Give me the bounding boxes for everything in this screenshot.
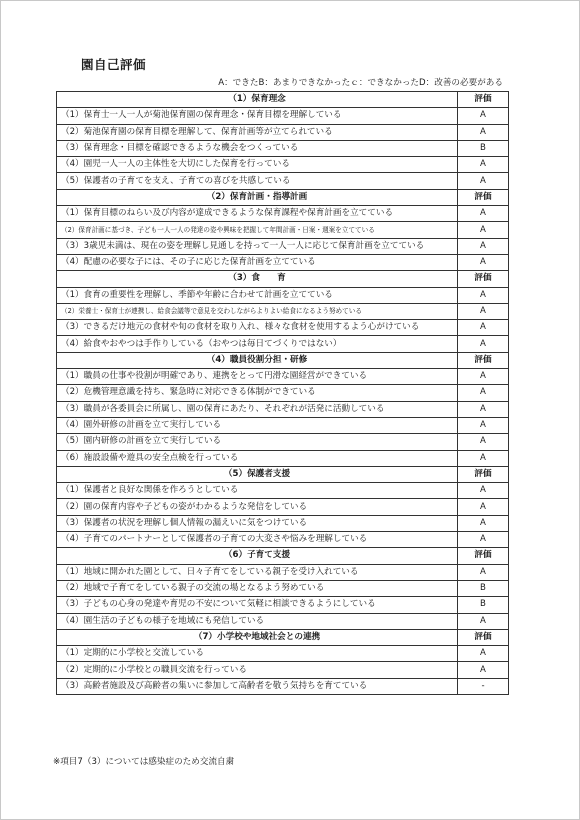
section-header-row xyxy=(57,189,509,205)
criterion-text: （2）定期的に小学校との職員交流を行っている xyxy=(57,662,458,678)
table-row xyxy=(57,483,509,499)
section-title: （4）職員役割分担・研修 xyxy=(57,352,458,368)
rating-value: A xyxy=(458,206,509,222)
criterion-text: （2）危機管理意識を持ち、緊急時に対応できる体制ができている xyxy=(57,385,458,401)
table-row xyxy=(57,678,509,694)
rating-value: A xyxy=(458,108,509,124)
footnote: ※項目7（3）については感染症のため交流自粛 xyxy=(53,757,235,767)
evaluation-table xyxy=(56,91,509,695)
table-row xyxy=(57,173,509,189)
section-title: （1）保育理念 xyxy=(57,92,458,108)
table-row xyxy=(57,287,509,303)
criterion-text: （3）保護者の状況を理解し個人情報の漏えいに気をつけている xyxy=(57,515,458,531)
rating-value: A xyxy=(458,157,509,173)
criterion-text: （1）保育目標のねらい及び内容が達成できるような保育課程や保育計画を立てている xyxy=(57,206,458,222)
rating-value: A xyxy=(458,173,509,189)
criterion-text: （5）園内研修の計画を立て実行している xyxy=(57,434,458,450)
rating-value: A xyxy=(458,417,509,433)
rating-value: B xyxy=(458,140,509,156)
criterion-text: （4）園外研修の計画を立て実行している xyxy=(57,417,458,433)
criterion-text: （4）配慮の必要な子には、その子に応じた保育計画を立てている xyxy=(57,254,458,270)
table-row xyxy=(57,662,509,678)
rating-value: A xyxy=(458,434,509,450)
rating-value: A xyxy=(458,336,509,352)
table-row xyxy=(57,515,509,531)
rating-value: A xyxy=(458,222,509,238)
criterion-text: （3）高齢者施設及び高齢者の集いに参加して高齢者を敬う気持ちを育てている xyxy=(57,678,458,694)
table-row xyxy=(57,417,509,433)
rating-value: A xyxy=(458,499,509,515)
criterion-text: （1）保護者と良好な関係を作ろうとしている xyxy=(57,483,458,499)
section-header-row xyxy=(57,629,509,645)
rating-value: A xyxy=(458,254,509,270)
rating-value: A xyxy=(458,385,509,401)
criterion-text: （6）施設設備や遊具の安全点検を行っている xyxy=(57,450,458,466)
criterion-text: （5）保護者の子育てを支え、子育ての喜びを共感している xyxy=(57,173,458,189)
criterion-text: （2）園の保育内容や子どもの姿がわかるような発信をしている xyxy=(57,499,458,515)
table-row xyxy=(57,254,509,270)
criterion-text: （4）子育てのパートナーとして保護者の子育ての大変さや悩みを理解している xyxy=(57,532,458,548)
rating-legend: A：できたB：あまりできなかったｃ：できなかったD：改善の必要がある xyxy=(218,78,503,88)
criterion-text: （4）給食やおやつは手作りしている（おやつは毎日てづくりではない） xyxy=(57,336,458,352)
table-row xyxy=(57,580,509,596)
section-title: （7）小学校や地域社会との連携 xyxy=(57,629,458,645)
table-row xyxy=(57,124,509,140)
table-row xyxy=(57,238,509,254)
rating-value: A xyxy=(458,320,509,336)
rating-column-header: 評価 xyxy=(458,629,509,645)
criterion-text: （3）3歳児未満は、現在の姿を理解し見通しを持って一人一人に応じて保育計画を立てている xyxy=(57,238,458,254)
rating-column-header: 評価 xyxy=(458,548,509,564)
criterion-text: （1）保育士一人一人が菊池保育園の保育理念・保育目標を理解している xyxy=(57,108,458,124)
rating-column-header: 評価 xyxy=(458,352,509,368)
table-row xyxy=(57,564,509,580)
rating-value: A xyxy=(458,613,509,629)
criterion-text: （3）できるだけ地元の食材や旬の食材を取り入れ、様々な食材を使用するよう心がけている xyxy=(57,320,458,336)
rating-value: A xyxy=(458,369,509,385)
section-header-row xyxy=(57,548,509,564)
criterion-text: （1）地域に開かれた園として、日々子育てをしている親子を受け入れている xyxy=(57,564,458,580)
table-row xyxy=(57,140,509,156)
table-row xyxy=(57,450,509,466)
table-row xyxy=(57,532,509,548)
criterion-text: （4）園児一人一人の主体性を大切にした保育を行っている xyxy=(57,157,458,173)
table-row xyxy=(57,222,509,238)
table-row xyxy=(57,597,509,613)
section-header-row xyxy=(57,466,509,482)
section-title: （6）子育て支援 xyxy=(57,548,458,564)
criterion-text: （2）保育計画に基づき、子ども一人一人の発達の姿や興味を把握して年間計画・日案・週案を立てている xyxy=(57,222,458,238)
rating-value: A xyxy=(458,646,509,662)
section-header-row xyxy=(57,271,509,287)
section-title: （3）食 育 xyxy=(57,271,458,287)
criterion-text: （1）職員の仕事や役割が明確であり、連携をとって円滑な園経営ができている xyxy=(57,369,458,385)
page-title: 園自己評価 xyxy=(81,57,147,72)
rating-column-header: 評価 xyxy=(458,189,509,205)
table-row xyxy=(57,303,509,319)
criterion-text: （2）栄養士・保育士が連携し、給食会議等で意見を交わしながらよりよい給食になるよう努めている xyxy=(57,303,458,319)
criterion-text: （2）地域で子育てをしている親子の交流の場となるよう努めている xyxy=(57,580,458,596)
criterion-text: （2）菊池保育園の保育目標を理解して、保育計画等が立てられている xyxy=(57,124,458,140)
rating-value: A xyxy=(458,662,509,678)
table-row xyxy=(57,613,509,629)
table-row xyxy=(57,646,509,662)
rating-column-header: 評価 xyxy=(458,466,509,482)
table-row xyxy=(57,108,509,124)
rating-value: - xyxy=(458,678,509,694)
table-row xyxy=(57,401,509,417)
criterion-text: （3）職員が各委員会に所属し、園の保育にあたり、それぞれが活発に活動している xyxy=(57,401,458,417)
table-row xyxy=(57,336,509,352)
rating-value: A xyxy=(458,532,509,548)
table-row xyxy=(57,369,509,385)
rating-value: A xyxy=(458,515,509,531)
rating-value: A xyxy=(458,401,509,417)
table-row xyxy=(57,385,509,401)
table-row xyxy=(57,499,509,515)
section-title: （5）保護者支援 xyxy=(57,466,458,482)
rating-value: A xyxy=(458,483,509,499)
rating-value: B xyxy=(458,597,509,613)
criterion-text: （4）園生活の子どもの様子を地域にも発信している xyxy=(57,613,458,629)
section-header-row xyxy=(57,92,509,108)
section-title: （2）保育計画・指導計画 xyxy=(57,189,458,205)
rating-value: A xyxy=(458,287,509,303)
table-row xyxy=(57,320,509,336)
table-row xyxy=(57,434,509,450)
rating-value: A xyxy=(458,450,509,466)
table-row xyxy=(57,157,509,173)
criterion-text: （1）食育の重要性を理解し、季節や年齢に合わせて計画を立てている xyxy=(57,287,458,303)
rating-value: A xyxy=(458,238,509,254)
criterion-text: （3）子どもの心身の発達や育児の不安について気軽に相談できるようにしている xyxy=(57,597,458,613)
rating-column-header: 評価 xyxy=(458,271,509,287)
section-header-row xyxy=(57,352,509,368)
rating-column-header: 評価 xyxy=(458,92,509,108)
criterion-text: （3）保育理念・目標を確認できるような機会をつくっている xyxy=(57,140,458,156)
table-row xyxy=(57,206,509,222)
rating-value: A xyxy=(458,564,509,580)
rating-value: B xyxy=(458,580,509,596)
rating-value: A xyxy=(458,303,509,319)
criterion-text: （1）定期的に小学校と交流している xyxy=(57,646,458,662)
rating-value: A xyxy=(458,124,509,140)
